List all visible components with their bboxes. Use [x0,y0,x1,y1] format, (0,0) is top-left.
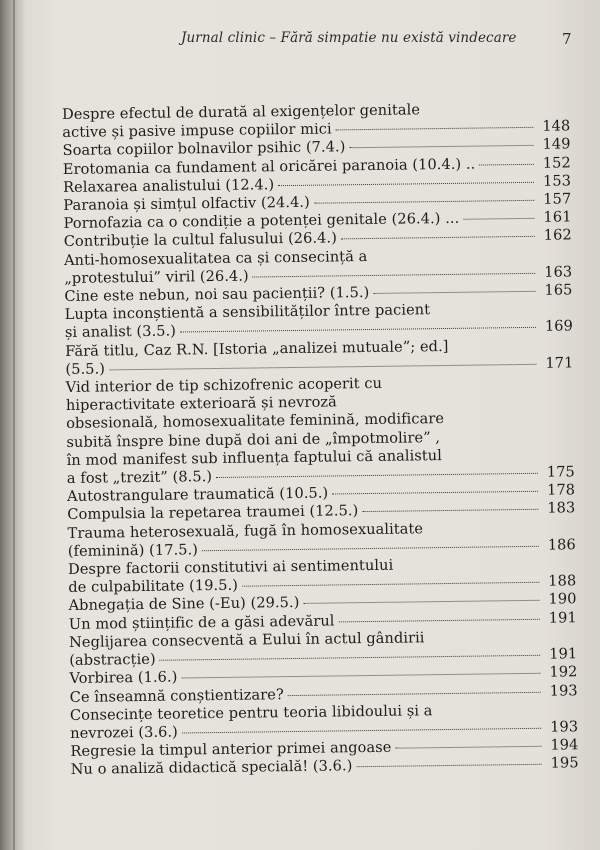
toc-entry-title-line: Abnegația de Sine (-Eu) (29.5.) [68,594,300,615]
toc-entry-title-line: și analist (3.5.) [64,322,177,342]
dot-leader [362,509,538,512]
toc-entry-title-line: (abstracție) [69,650,156,670]
toc-page-number: 190 [548,590,577,609]
toc-entry-title-line: „protestului” viril (26.4.) [64,267,249,287]
toc-entry-title-line: active și pasive impuse copiilor mici [62,120,332,142]
toc-entry-title-line: Cine este nebun, noi sau pacienții? (1.5.) [64,284,370,306]
dot-leader [180,327,536,333]
toc-page-number: 148 [542,117,571,135]
dot-leader [338,618,539,622]
toc-page-number: 178 [546,481,576,499]
toc-page-number: 186 [547,536,576,554]
toc-entry-title-line: Trauma heterosexuală, fugă în homosexualitate [67,519,424,542]
toc-entry-title-line: Vorbirea (1.6.) [69,668,178,688]
toc-entry-title-line: Consecințe teoretice pentru teoria libidoului și a [69,701,433,724]
toc-page-number: 162 [543,226,572,245]
dot-leader [395,746,541,749]
toc-page-number: 195 [550,754,579,772]
toc-page-number: 171 [545,354,574,372]
dot-leader [336,127,534,131]
toc-page-number: 183 [547,499,576,518]
dot-leader [160,655,541,661]
toc-page-number: 191 [549,645,578,663]
dot-leader [242,582,539,587]
toc-page-number: 161 [543,208,572,226]
toc-page-number: 163 [544,263,573,281]
dot-leader [373,291,535,294]
toc-entry-title-line: Un mod științific de a găsi adevărul [68,612,335,633]
toc-entry-title-line: Contribuție la cultul falusului (26.4.) [63,229,337,251]
toc-page-number: 188 [548,572,577,590]
toc-entry-title-line: Nu o analiză didactică specială! (3.6.) [70,757,353,779]
toc-entry-title-line: Despre factorii constitutivi ai sentimentului [67,556,394,579]
toc-page-number: 165 [544,281,573,299]
toc-page-number: 193 [549,681,578,700]
toc-entry-title-line: Fără titlu, Caz R.N. [Istoria „analizei mutuale”; ed.] [65,337,449,360]
toc-page-number: 192 [549,663,578,681]
toc-entry-title-line: Lupta inconștientă a sensibilităților între pacient [64,301,431,324]
toc-page-number: 191 [548,608,577,627]
toc-page-number: 157 [543,190,572,208]
dot-leader [332,491,538,495]
dot-leader [349,145,533,148]
toc-entry-title-line: obsesională, homosexualitate feminină, modificare [66,410,445,433]
toc-entry-title-line: Ce înseamnă conștientizare? [69,685,284,706]
dot-leader [202,546,539,551]
running-title: Jurnal clinic – Fără simpatie nu există vindecare [181,30,517,46]
toc-page-number: 169 [544,317,574,336]
toc-page-number: 149 [542,135,571,154]
dot-leader [253,273,536,278]
toc-entry-title-line: Paranoia și simțul olfactiv (24.4.) [63,193,310,215]
dot-leader [463,218,534,220]
toc-entry [66,372,575,488]
toc-entry-title-line: Soarta copiilor bolnavilor psihic (7.4.) [62,138,346,160]
toc-entry-title-line: în mod manifest sub influența faptului că analistul [66,446,443,469]
dot-leader [182,728,541,734]
toc-entry-title-line: Relaxarea analistului (12.4.) [62,176,275,196]
dot-leader [288,691,541,695]
toc-entry-title-line: subită înspre bine după doi ani de „împotmolire” , [66,428,441,451]
dot-leader [181,673,540,679]
toc-entry-title-line: Vid interior de tip schizofrenic acoperit cu [65,374,383,397]
dot-leader [341,236,535,240]
toc-entry-title-line: Regresie la timpul anterior primei angoase [70,738,392,761]
toc-page-number: 153 [542,172,572,190]
toc-entry-title-line: Neglijarea consecventă a Eului în actul gândirii [68,629,425,651]
dot-leader [278,182,534,186]
toc-entry-title-line: Pornofazia ca o condiție a potenței genitale (26.4.) ... [63,210,460,233]
toc-entry-title-line: a fost „trezit” (8.5.) [66,468,213,488]
binding-gutter [13,0,15,850]
dot-leader [314,200,534,204]
toc-page-number: 175 [546,463,575,481]
dot-leader [216,473,538,478]
toc-entry-title-line: (feminină) (17.5.) [67,541,199,560]
toc-page-number: 152 [542,153,571,172]
toc-page-number: 194 [550,736,579,754]
table-of-contents [62,99,579,779]
toc-entry-title-line: Autostrangulare traumatică (10.5.) [67,484,329,506]
toc-entry-title-line: de culpabilitate (19.5.) [68,577,239,597]
toc-entry-title-line: hiperactivitate exterioară și nevroză [65,393,337,415]
toc-page-number: 193 [550,718,579,736]
dot-leader [109,364,536,371]
toc-entry-title-line: Despre efectul de durată al exigențelor genitale [62,101,421,123]
toc-entry-title-line: (5.5.) [65,360,106,378]
toc-entry-title-line: Compulsia la repetarea traumei (12.5.) [67,502,359,524]
page-number: 7 [562,30,572,48]
dot-leader [303,600,539,604]
toc-entry-title-line: Anti-homosexualitatea ca și consecință a [63,247,368,269]
dot-leader [356,764,541,767]
dot-leader [479,163,534,165]
toc-entry-title-line: Erotomania ca fundament al oricărei paranoia (10.4.) .. [62,155,476,178]
toc-entry-title-line: nevrozei (3.6.) [70,723,178,742]
